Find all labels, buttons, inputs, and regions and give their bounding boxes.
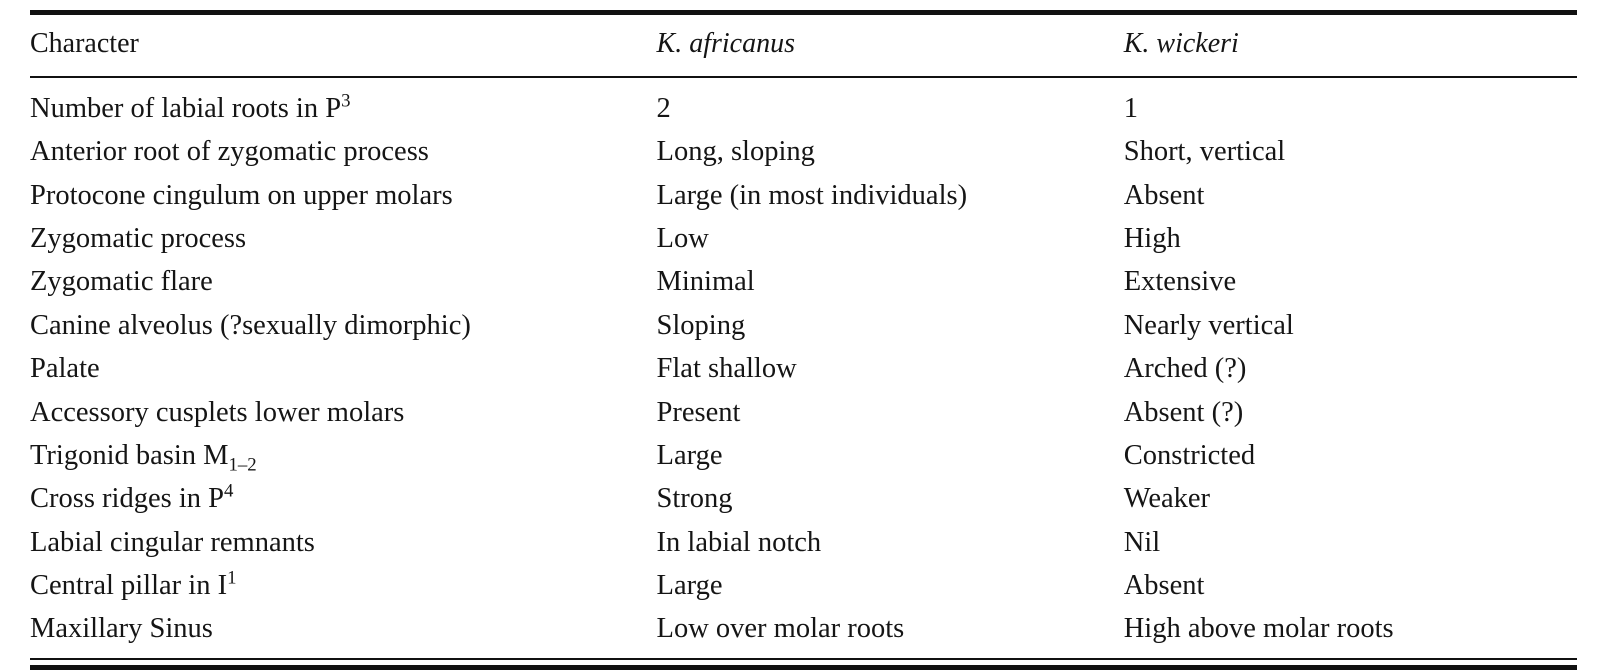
- cell-character: Cross ridges in $P^4$: [30, 480, 234, 515]
- table-row: [30, 131, 1577, 174]
- cell-wickeri: Extensive: [1123, 266, 1237, 298]
- table-row: [30, 521, 1577, 564]
- table-bottom-thick-rule: [30, 665, 1577, 670]
- cell-wickeri: High: [1123, 222, 1181, 254]
- cell-wickeri: Absent (?): [1123, 396, 1244, 428]
- table-head: [30, 15, 1577, 76]
- cell-wickeri: Nearly vertical: [1123, 309, 1294, 341]
- cell-character: Zygomatic process: [30, 222, 247, 254]
- comparison-table-body: [30, 78, 1577, 658]
- cell-africanus: Present: [656, 396, 741, 428]
- cell-africanus: Long, sloping: [656, 136, 815, 168]
- table-row: [30, 434, 1577, 477]
- comparison-table: [30, 15, 1577, 76]
- table-row: [30, 391, 1577, 434]
- cell-africanus: Low over molar roots: [656, 613, 905, 645]
- cell-africanus: Strong: [656, 483, 733, 515]
- cell-africanus: Large: [656, 570, 723, 602]
- superscript: 4: [223, 480, 234, 502]
- cell-africanus: Minimal: [656, 266, 755, 298]
- cell-character: Protocone cingulum on upper molars: [30, 179, 453, 211]
- table-row: [30, 565, 1577, 608]
- column-header-k-africanus: K. africanus: [656, 28, 795, 59]
- cell-africanus: Large: [656, 439, 723, 471]
- table-row: [30, 174, 1577, 217]
- cell-wickeri: Weaker: [1123, 483, 1211, 515]
- cell-wickeri: High above molar roots: [1123, 613, 1394, 645]
- cell-character: Maxillary Sinus: [30, 613, 213, 645]
- cell-wickeri: Short, vertical: [1123, 136, 1286, 168]
- header-row: [30, 15, 1577, 76]
- cell-africanus: Flat shallow: [656, 353, 797, 385]
- cell-africanus: In labial notch: [656, 526, 822, 558]
- table-row: [30, 304, 1577, 347]
- cell-character: Labial cingular remnants: [30, 526, 315, 558]
- cell-wickeri: Absent: [1123, 179, 1205, 211]
- cell-character: Anterior root of zygomatic process: [30, 136, 429, 168]
- table-row: [30, 261, 1577, 304]
- cell-character: Accessory cusplets lower molars: [30, 396, 405, 428]
- cell-africanus: 2: [656, 92, 671, 124]
- table-page: [0, 10, 1615, 645]
- table-row: [30, 478, 1577, 521]
- superscript: 1: [227, 567, 237, 589]
- subscript: 1–2: [228, 454, 257, 476]
- cell-africanus: Sloping: [656, 309, 746, 341]
- cell-character: Number of labial roots in $P^3$: [30, 90, 351, 124]
- column-header-k-wickeri: K. wickeri: [1123, 28, 1239, 59]
- cell-wickeri: Absent: [1123, 570, 1205, 602]
- superscript: 3: [341, 90, 351, 112]
- cell-character: Zygomatic flare: [30, 266, 213, 298]
- cell-wickeri: Arched (?): [1123, 353, 1247, 385]
- cell-wickeri: Nil: [1123, 526, 1161, 558]
- cell-wickeri: 1: [1123, 92, 1138, 124]
- cell-character: Palate: [30, 353, 100, 385]
- table-row: [30, 78, 1577, 131]
- cell-africanus: Low: [656, 222, 709, 254]
- table-body: [30, 78, 1577, 658]
- column-header-character: Character: [30, 28, 139, 59]
- table-row: [30, 608, 1577, 658]
- table-row: [30, 217, 1577, 260]
- cell-wickeri: Constricted: [1123, 439, 1256, 471]
- table-bottom-thin-rule: [30, 658, 1577, 660]
- cell-character: Canine alveolus (?sexually dimorphic): [30, 309, 471, 341]
- cell-character: Trigonid basin $M_{1-2}$: [30, 439, 257, 476]
- table-row: [30, 348, 1577, 391]
- cell-character: Central pillar in $I^1$: [30, 567, 237, 602]
- cell-africanus: Large (in most individuals): [656, 179, 968, 211]
